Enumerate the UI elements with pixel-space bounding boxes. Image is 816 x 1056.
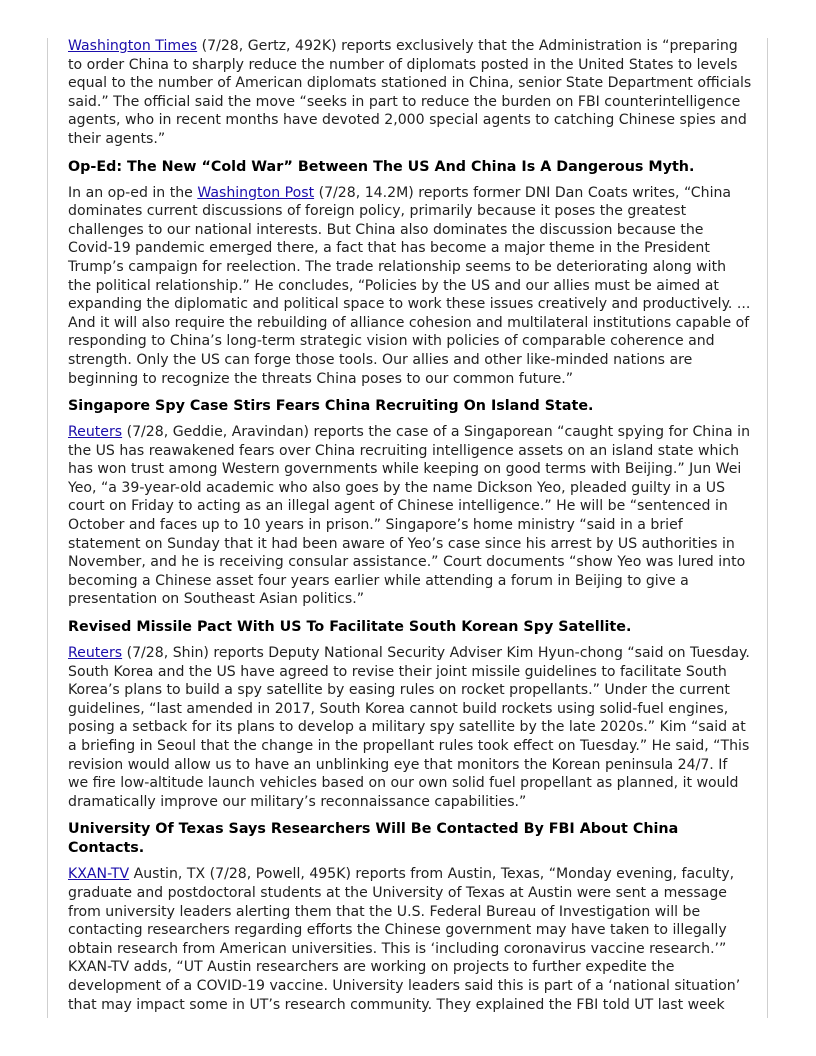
article-paragraph [68,644,752,811]
article-headline: Singapore Spy Case Stirs Fears China Recruiting On Island State. [68,398,594,415]
paragraph-text: (7/28, Gertz, 492K) reports exclusively that the Administration is “preparing to order China to sharply reduce the number of diplomats posted in the United States to levels equal to the number of American diplomats stationed in China, senior State Department officials said.” The official said the move “seeks in part to reduce the burden on FBI counterintelligence agents, who in recent months have devoted 2,000 special agents to catching Chinese spies and their agents.” [68,38,752,147]
article-paragraph [68,184,752,389]
document-body [68,37,752,1023]
source-link[interactable]: Washington Times [68,38,198,54]
source-link[interactable]: Reuters [68,645,123,662]
paragraph-text: Austin, TX (7/28, Powell, 495K) reports from Austin, Texas, “Monday evening, faculty, graduate and postdoctoral students at the University of Texas at Austin were sent a message from university leaders alerting them that the U.S. Federal Bureau of Investigation will be contacting researchers regarding efforts the Chinese government may have taken to illegally obtain research from American universities. This is ‘including coronavirus vaccine research.’” KXAN-TV adds, “UT Austin researchers are working on projects to further expedite the development of a COVID-19 vaccine. University leaders said this is part of a ‘national situation’ that may impact some in UT’s research community. They explained the FBI told UT last week [68,866,741,1013]
article-headline: University Of Texas Says Researchers Will Be Contacted By FBI About China Contacts. [68,821,679,857]
source-link[interactable]: Reuters [68,424,123,441]
intro-paragraph [68,37,752,149]
source-link[interactable]: KXAN-TV [68,866,130,883]
article-paragraph [68,865,752,1014]
article-headline: Op-Ed: The New “Cold War” Between The US And China Is A Dangerous Myth. [68,158,695,175]
article-headline: Revised Missile Pact With US To Facilitate South Korean Spy Satellite. [68,619,632,636]
paragraph-text: (7/28, Geddie, Aravindan) reports the case of a Singaporean “caught spying for China in the US has reawakened fears over China recruiting intelligence assets on an island state which has won trust among Western governments while keeping on good terms with Beijing.” Jun Wei Yeo, “a 39-year-old academic who also goes by the name Dickson Yeo, pleaded guilty in a US court on Friday to acting as an illegal agent of Chinese intelligence.” He will be “sentenced in October and faces up to 10 years in prison.” Singapore’s home ministry “said in a brief statement on Sunday that it had been aware of Yeo’s case since his arrest by US authorities in November, and he is receiving consular assistance.” Court documents “show Yeo was lured into becoming a Chinese asset four years earlier while attending a forum in Beijing to give a presentation on Southeast Asian politics.” [68,424,751,608]
article-paragraph [68,423,752,609]
paragraph-lead: In an op-ed in the [68,184,198,201]
paragraph-text: (7/28, 14.2M) reports former DNI Dan Coats writes, “China dominates current discussions of foreign policy, primarily because it poses the greatest challenges to our national interests. But China also dominates the discussion because the Covid-19 pandemic emerged there, a fact that has become a major theme in the President Trump’s campaign for reelection. The trade relationship seems to be deteriorating along with the political relationship.” He concludes, “Policies by the US and our allies must be aimed at expanding the diplomatic and political space to work these issues creatively and productively. ... And it will also require the rebuilding of alliance cohesion and multilateral institutions capable of responding to China’s long-term strategic vision with policies of comparable coherence and strength. Only the US can forge those tools. Our allies and other like-minded nations are beginning to recognize the threats China poses to our common future.” [68,184,751,387]
source-link[interactable]: Washington Post [197,184,315,201]
paragraph-text: (7/28, Shin) reports Deputy National Security Adviser Kim Hyun-chong “said on Tuesday. South Korea and the US have agreed to revise their joint missile guidelines to facilitate South Korea’s plans to build a spy satellite by easing rules on rocket propellants.” Under the current guidelines, “last amended in 2017, South Korea cannot build rockets using solid-fuel engines, posing a setback for its plans to develop a military spy satellite by the late 2020s.” Kim “said at a briefing in Seoul that the change in the propellant rules took effect on Tuesday.” He said, “This revision would allow us to have an unblinking eye that monitors the Korean peninsula 24/7. If we fire low-altitude launch vehicles based on our own solid fuel propellant as planned, it would dramatically improve our military’s reconnaissance capabilities.” [68,645,750,810]
